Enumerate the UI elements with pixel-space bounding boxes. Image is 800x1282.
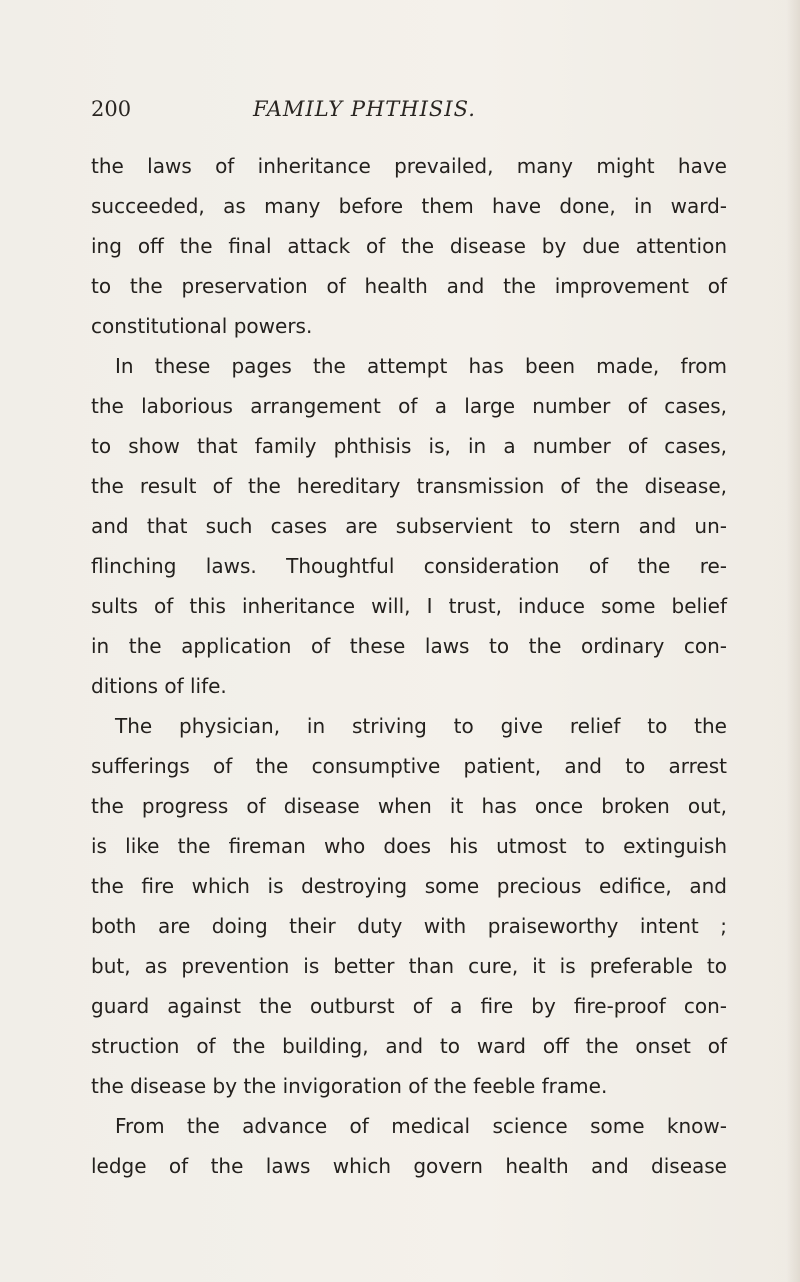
- text-line: In these pages the attempt has been made, from: [115, 354, 727, 378]
- text-line: in the application of these laws to the ordinary con-: [91, 634, 727, 658]
- text-line: to the preservation of health and the improvement of: [91, 274, 727, 298]
- text-line: the fire which is destroying some precious edifice, and: [91, 874, 727, 898]
- text-line: but, as prevention is better than cure, it is preferable to: [91, 954, 727, 978]
- text-line: ing off the final attack of the disease by due attention: [91, 234, 727, 258]
- running-title: FAMILY PHTHISIS.: [253, 97, 476, 121]
- text-line: guard against the outburst of a fire by fire-proof con-: [91, 994, 727, 1018]
- page-header: [91, 94, 711, 128]
- text-line: the laws of inheritance prevailed, many might have: [91, 154, 727, 178]
- text-line: to show that family phthisis is, in a number of cases,: [91, 434, 727, 458]
- text-line: the progress of disease when it has once broken out,: [91, 794, 727, 818]
- text-line: the disease by the invigoration of the feeble frame.: [91, 1074, 608, 1098]
- text-line: sufferings of the consumptive patient, and to arrest: [91, 754, 727, 778]
- text-line: both are doing their duty with praiseworthy intent ;: [91, 914, 727, 938]
- text-line: the laborious arrangement of a large number of cases,: [91, 394, 727, 418]
- text-line: flinching laws. Thoughtful consideration of the re-: [91, 554, 727, 578]
- text-line: ledge of the laws which govern health and disease: [91, 1154, 727, 1178]
- text-line: The physician, in striving to give relief to the: [115, 714, 727, 738]
- text-line: succeeded, as many before them have done, in ward-: [91, 194, 727, 218]
- text-line: sults of this inheritance will, I trust, induce some belief: [91, 594, 727, 618]
- page-gutter-shadow: [786, 0, 800, 1282]
- text-line: is like the fireman who does his utmost to extinguish: [91, 834, 727, 858]
- text-line: the result of the hereditary transmission of the disease,: [91, 474, 727, 498]
- text-line: and that such cases are subservient to stern and un-: [91, 514, 727, 538]
- text-line: ditions of life.: [91, 674, 227, 698]
- body-text: [91, 146, 727, 1186]
- text-line: From the advance of medical science some know-: [115, 1114, 727, 1138]
- page-number: 200: [91, 97, 132, 121]
- text-line: struction of the building, and to ward off the onset of: [91, 1034, 727, 1058]
- text-line: constitutional powers.: [91, 314, 313, 338]
